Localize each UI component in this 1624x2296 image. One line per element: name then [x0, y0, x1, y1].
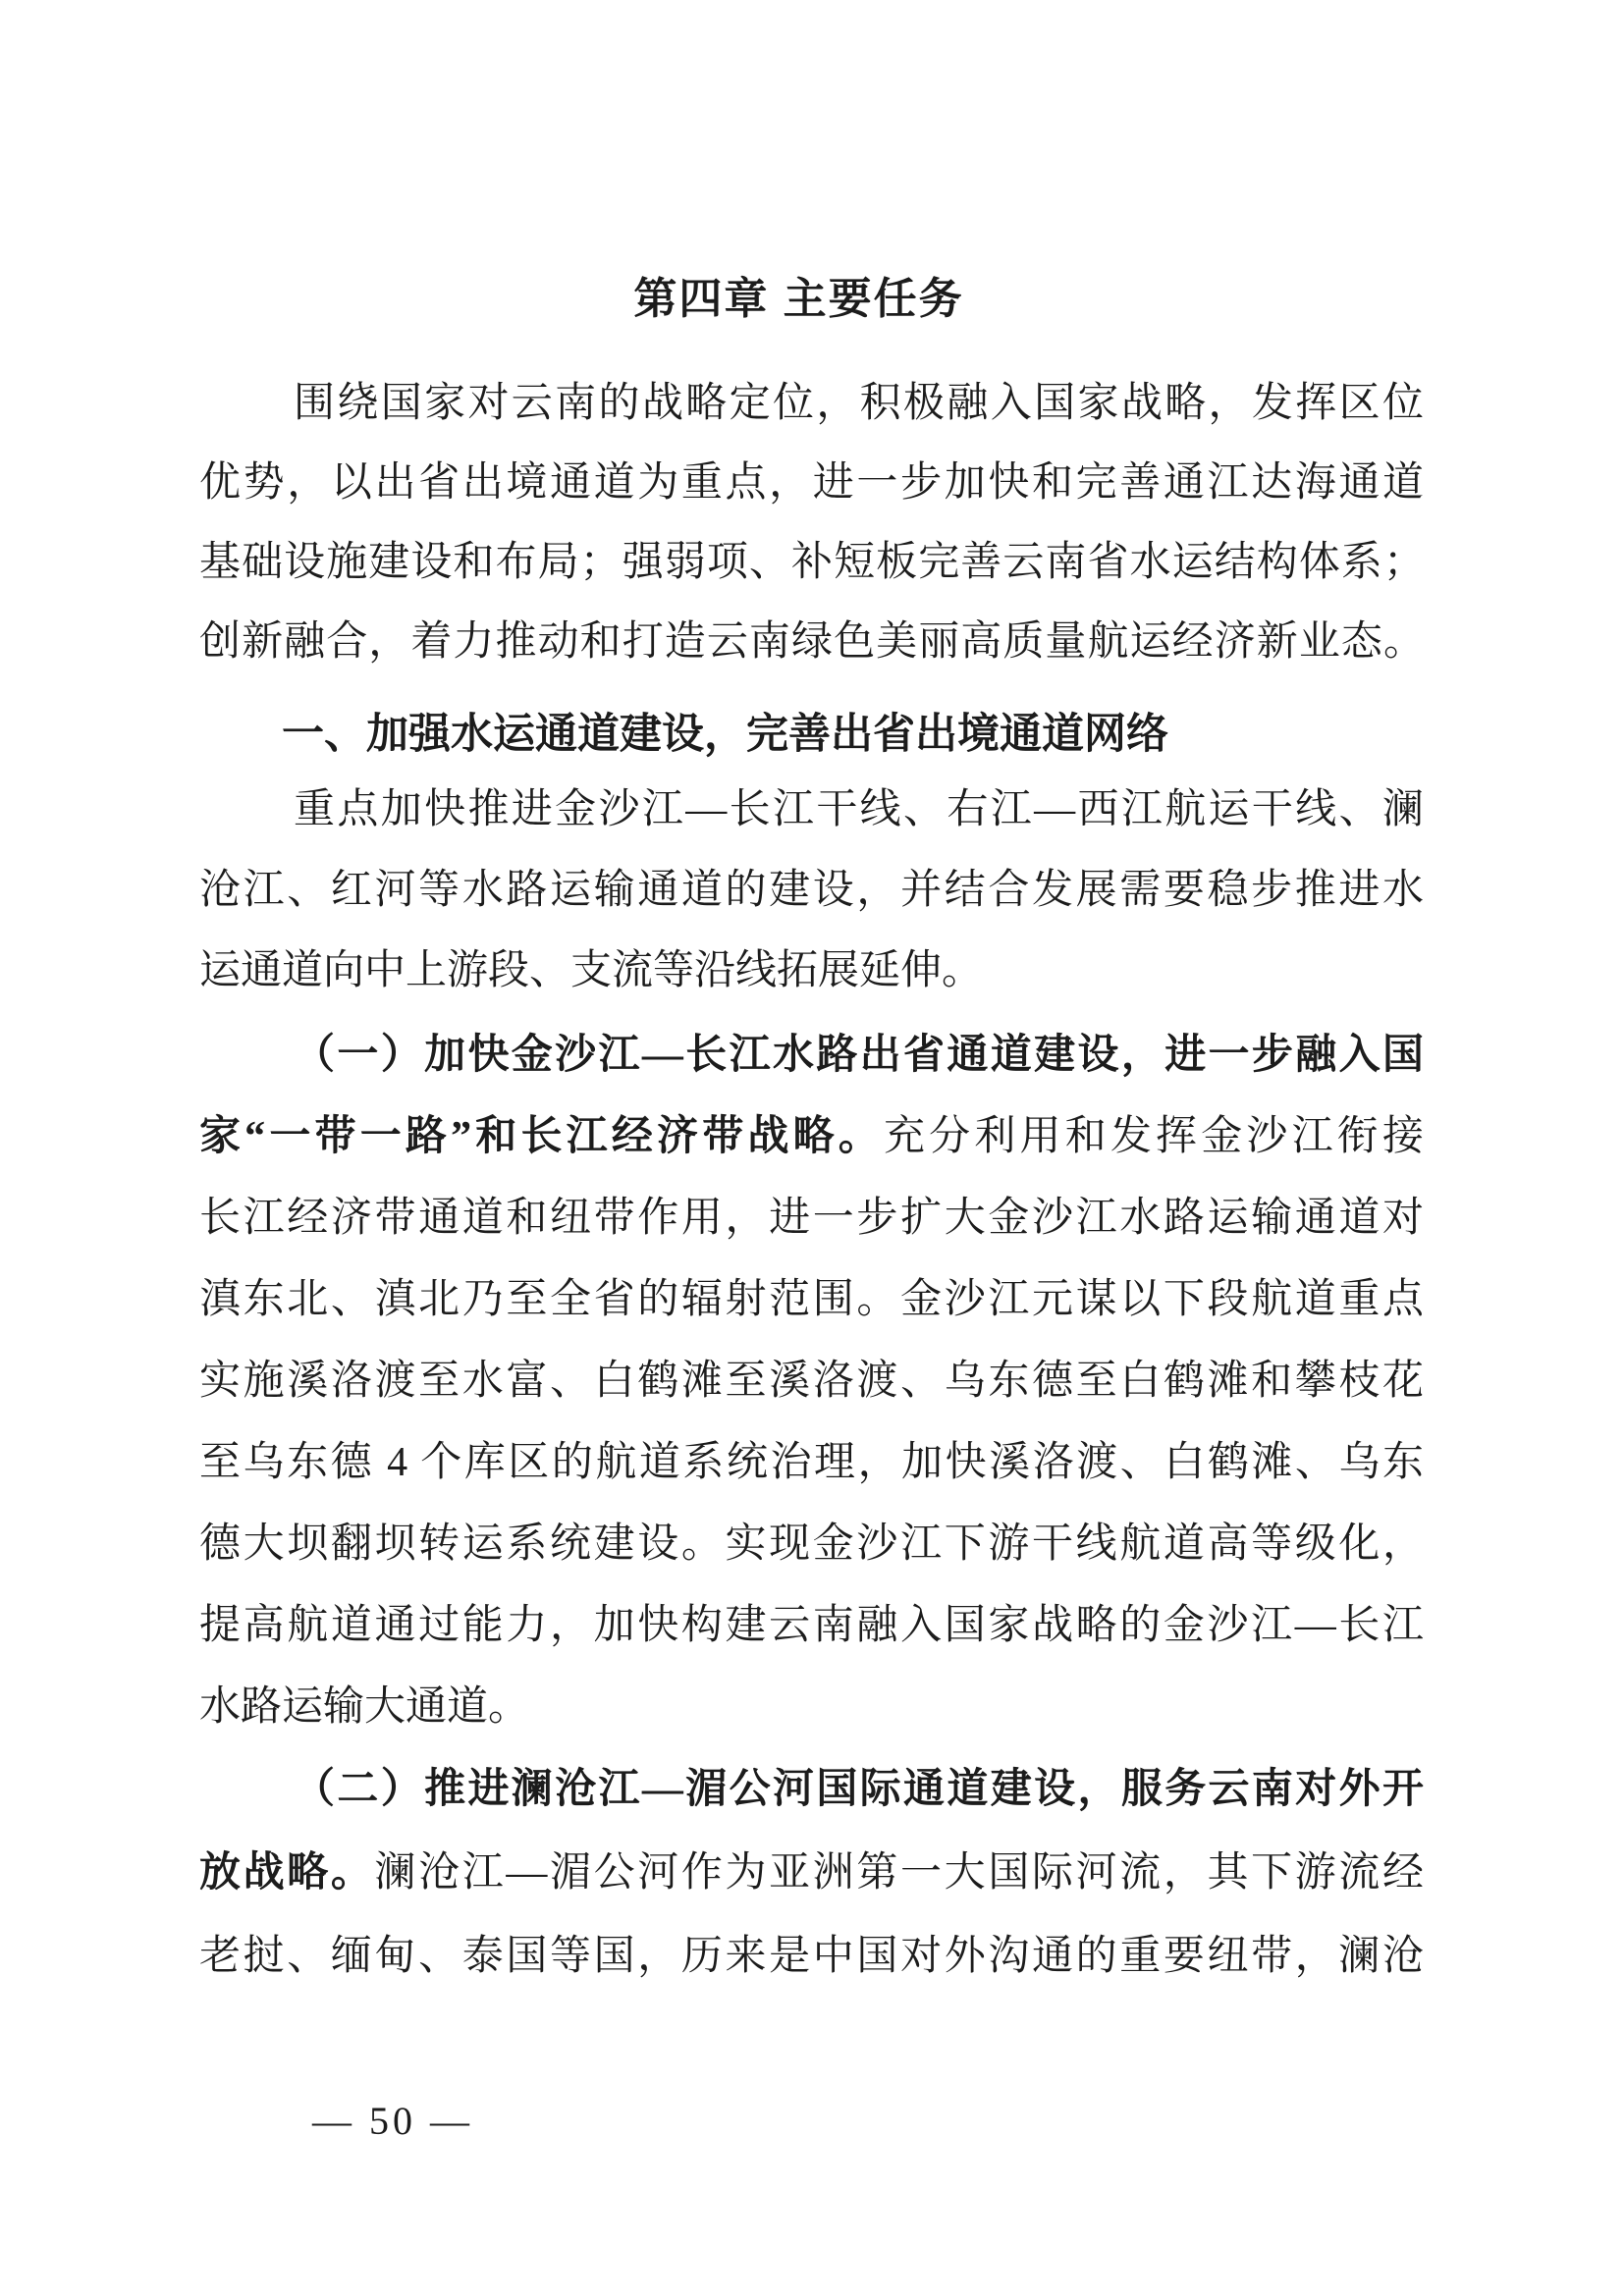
paragraph-item-2-lancang-mekong [199, 1748, 1424, 1999]
text-line: 老挝、缅甸、泰国等国，历来是中国对外沟通的重要纽带，澜沧 [199, 1934, 1424, 1979]
text-line: 基础设施建设和布局；强弱项、补短板完善云南省水运结构体系； [199, 540, 1424, 585]
text-line: 围绕国家对云南的战略定位，积极融入国家战略，发挥区位 [294, 381, 1424, 426]
text-line [199, 1832, 1424, 1915]
page-number: — 50 — [312, 2099, 473, 2143]
text-line: 滇东北、滇北乃至全省的辐射范围。金沙江元谋以下段航道重点 [199, 1277, 1424, 1322]
text-line: 提高航道通过能力，加快构建云南融入国家战略的金沙江—长江 [199, 1603, 1424, 1648]
body-text: 充分利用和发挥金沙江衔接 [883, 1114, 1424, 1159]
lead-sentence-bold: 放战略。 [199, 1850, 375, 1896]
chapter-title: 第四章 主要任务 [633, 275, 964, 323]
intro-paragraph [199, 364, 1424, 682]
text-line: 实施溪洛渡至水富、白鹤滩至溪洛渡、乌东德至白鹤滩和攀枝花 [199, 1359, 1424, 1404]
text-line: （二）推进澜沧江—湄公河国际通道建设，服务云南对外开 [294, 1767, 1424, 1812]
lead-sentence-bold: 家“一带一路”和长江经济带战略。 [199, 1114, 884, 1159]
text-line: 重点加快推进金沙江—长江干线、右江—西江航运干线、澜 [294, 787, 1424, 832]
text-line: 水路运输大通道。 [199, 1684, 530, 1730]
paragraph-waterway-channels [199, 770, 1424, 1011]
text-line: 沧江、红河等水路运输通道的建设，并结合发展需要稳步推进水 [199, 868, 1424, 913]
section-heading: 一、加强水运通道建设，完善出省出境通道网络 [282, 711, 1168, 758]
text-line: 运通道向中上游段、支流等沿线拓展延伸。 [199, 948, 984, 993]
text-line: 长江经济带通道和纽带作用，进一步扩大金沙江水路运输通道对 [199, 1196, 1424, 1241]
text-line: （一）加快金沙江—长江水路出省通道建设，进一步融入国 [294, 1033, 1424, 1078]
text-line [199, 1096, 1424, 1178]
body-text: 澜沧江—湄公河作为亚洲第一大国际河流，其下游流经 [374, 1850, 1424, 1896]
text-line: 德大坝翻坝转运系统建设。实现金沙江下游干线航道高等级化， [199, 1522, 1424, 1567]
paragraph-item-1-jinsha-yangtze [199, 1015, 1424, 1748]
text-line: 创新融合，着力推动和打造云南绿色美丽高质量航运经济新业态。 [199, 619, 1424, 665]
text-line: 至乌东德 4 个库区的航道系统治理，加快溪洛渡、白鹤滩、乌东 [199, 1440, 1424, 1485]
text-line: 优势，以出省出境通道为重点，进一步加快和完善通江达海通道 [199, 460, 1424, 506]
